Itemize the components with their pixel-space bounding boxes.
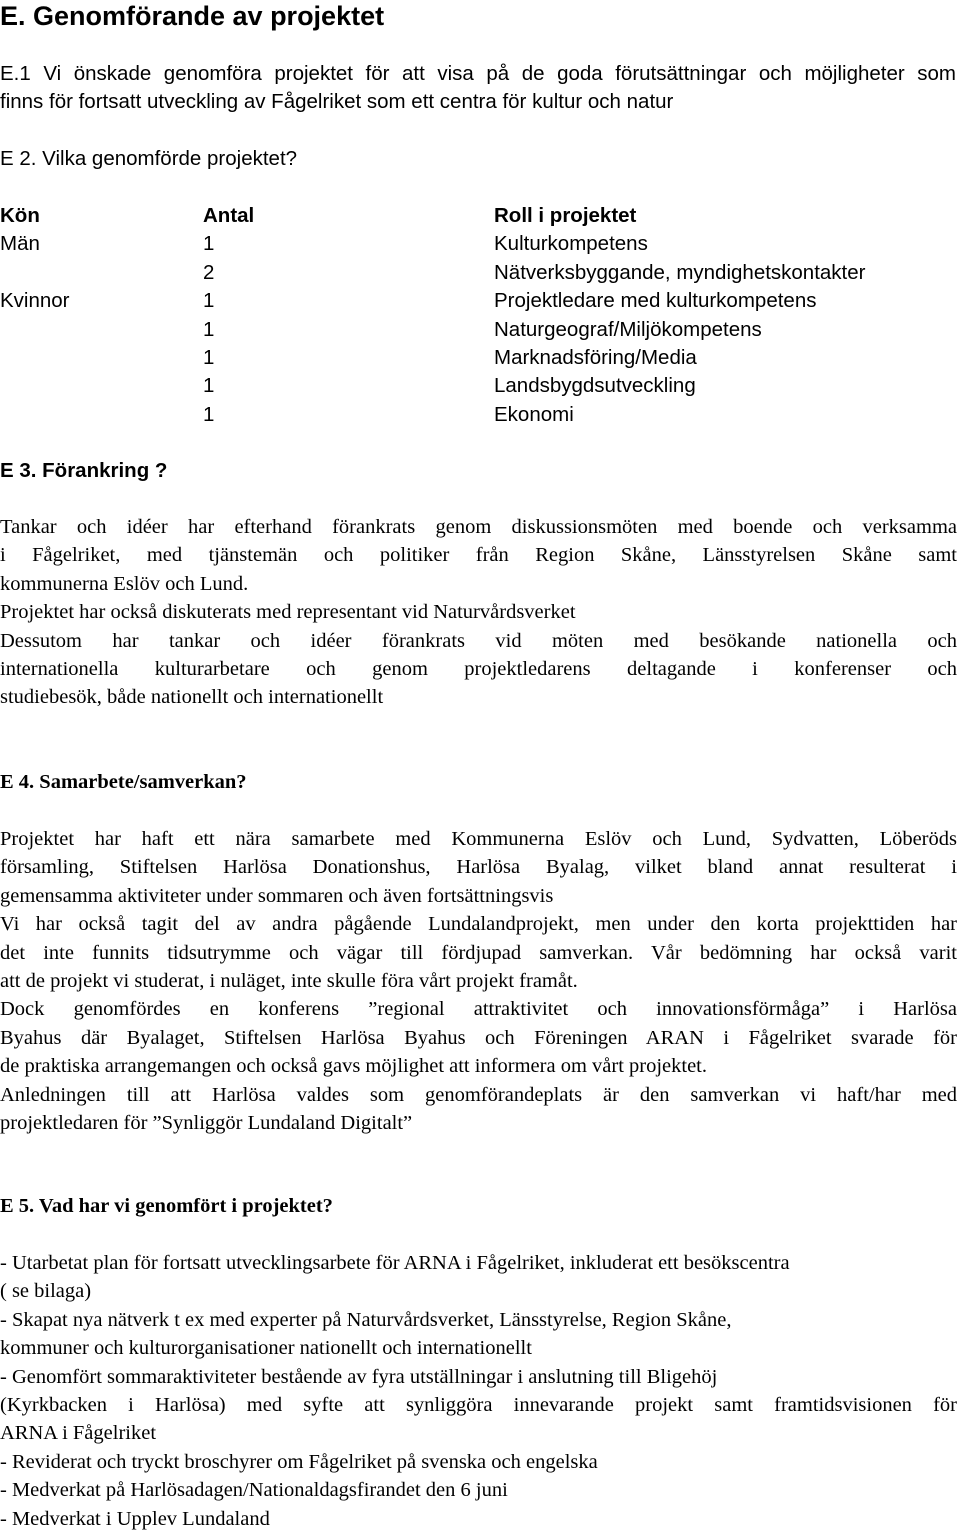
e4-line: Dock genomfördes en konferens ”regional attraktivitet och innovationsförmåga” i Harlösa	[0, 998, 957, 1021]
e4-line: det inte funnits tidsutrymme och vägar till fördjupad samverkan. Vår bedömning har också varit	[0, 941, 957, 964]
cell-role: Kulturkompetens	[494, 232, 648, 256]
e3-heading: E 3. Förankring ?	[0, 459, 168, 482]
table-row	[0, 316, 960, 344]
list-item: kommuner och kulturorganisationer nationellt och internationellt	[0, 1337, 532, 1360]
list-item: - Genomfört sommaraktiviteter bestående av fyra utställningar i anslutning till Bligehöj	[0, 1365, 718, 1388]
list-item: ARNA i Fågelriket	[0, 1422, 157, 1445]
e4-line: Byahus där Byalaget, Stiftelsen Harlösa Byahus och Föreningen ARAN i Fågelriket svarade för	[0, 1026, 957, 1049]
list-item: - Utarbetat plan för fortsatt utvecklingsarbete för ARNA i Fågelriket, inkluderat ett besökscentra	[0, 1252, 790, 1274]
e3-line: internationella kulturarbetare och genom projektledarens deltagande i konferenser och	[0, 658, 957, 680]
list-item: - Medverkat i Upplev Lundaland	[0, 1507, 270, 1530]
cell-count: 1	[203, 402, 215, 426]
table-row	[0, 230, 960, 258]
table-row	[0, 372, 960, 400]
e4-line: Vi har också tagit del av andra pågående Lundalandprojekt, men under den korta projekttiden har	[0, 913, 957, 936]
table-row	[0, 401, 960, 429]
cell-count: 1	[203, 374, 215, 398]
cell-role: Projektledare med kulturkompetens	[494, 289, 817, 313]
header-count: Antal	[203, 204, 255, 227]
list-item: - Medverkat på Harlösadagen/Nationaldagsfirandet den 6 juni	[0, 1479, 508, 1502]
table-row	[0, 344, 960, 372]
cell-role: Landsbygdsutveckling	[494, 374, 696, 398]
cell-count: 1	[203, 346, 215, 369]
list-item: - Reviderat och tryckt broschyrer om Fågelriket på svenska och engelska	[0, 1450, 598, 1473]
e4-line: de praktiska arrangemangen och också gavs möjlighet att informera om vårt projektet.	[0, 1055, 707, 1078]
e3-line: Dessutom har tankar och idéer förankrats vid möten med besökande nationella och	[0, 629, 957, 652]
cell-role: Nätverksbyggande, myndighetskontakter	[494, 260, 866, 284]
e4-line: Projektet har haft ett nära samarbete med Kommunerna Eslöv och Lund, Sydvatten, Löberöds	[0, 828, 957, 850]
e4-heading: E 4. Samarbete/samverkan?	[0, 771, 247, 793]
e4-line: Anledningen till att Harlösa valdes som genomförandeplats är den samverkan vi haft/har med	[0, 1083, 957, 1106]
cell-count: 1	[203, 232, 215, 256]
e3-line: Tankar och idéer har efterhand förankrats genom diskussionsmöten med boende och verksamma	[0, 516, 957, 538]
e4-line: projektledaren för ”Synliggör Lundaland Digitalt”	[0, 1112, 413, 1134]
e3-line: studiebesök, både nationellt och internationellt	[0, 686, 384, 709]
e1-line: finns för fortsatt utveckling av Fågelriket som ett centra för kultur och natur	[0, 90, 674, 114]
cell-count: 1	[203, 317, 215, 341]
table-row	[0, 259, 960, 287]
cell-role: Marknadsföring/Media	[494, 346, 697, 369]
e4-line: församling, Stiftelsen Harlösa Donationshus, Harlösa Byalag, vilket bland annat resulterat i	[0, 856, 957, 879]
header-gender: Kön	[0, 204, 40, 227]
header-role: Roll i projektet	[494, 204, 637, 227]
e5-heading: E 5. Vad har vi genomfört i projektet?	[0, 1195, 333, 1217]
cell-role: Naturgeograf/Miljökompetens	[494, 317, 762, 341]
cell-gender: Kvinnor	[0, 289, 70, 313]
e4-line: gemensamma aktiviteter under sommaren och även fortsättningsvis	[0, 884, 554, 907]
list-item: (Kyrkbacken i Harlösa) med syfte att synliggöra innevarande projekt samt framtidsvisionen för	[0, 1394, 957, 1416]
e3-line: Projektet har också diskuterats med representant vid Naturvårdsverket	[0, 601, 576, 624]
table-header-row	[0, 202, 960, 230]
e3-line: kommunerna Eslöv och Lund.	[0, 572, 249, 595]
e3-line: i Fågelriket, med tjänstemän och politiker från Region Skåne, Länsstyrelsen Skåne samt	[0, 544, 957, 567]
table-row	[0, 287, 960, 315]
cell-role: Ekonomi	[494, 402, 574, 426]
e2-heading: E 2. Vilka genomförde projektet?	[0, 147, 298, 170]
cell-count: 1	[203, 289, 215, 313]
list-item: - Skapat nya nätverk t ex med experter på Naturvårdsverket, Länsstyrelse, Region Skåne,	[0, 1308, 732, 1331]
list-item: ( se bilaga)	[0, 1280, 92, 1303]
cell-gender: Män	[0, 232, 40, 256]
section-heading: E. Genomförande av projektet	[0, 1, 385, 31]
cell-count: 2	[203, 260, 215, 284]
e1-line: E.1 Vi önskade genomföra projektet för att visa på de goda förutsättningar och möjligheter som	[0, 62, 956, 85]
e4-line: att de projekt vi studerat, i nuläget, inte skulle föra vårt projekt framåt.	[0, 970, 578, 992]
